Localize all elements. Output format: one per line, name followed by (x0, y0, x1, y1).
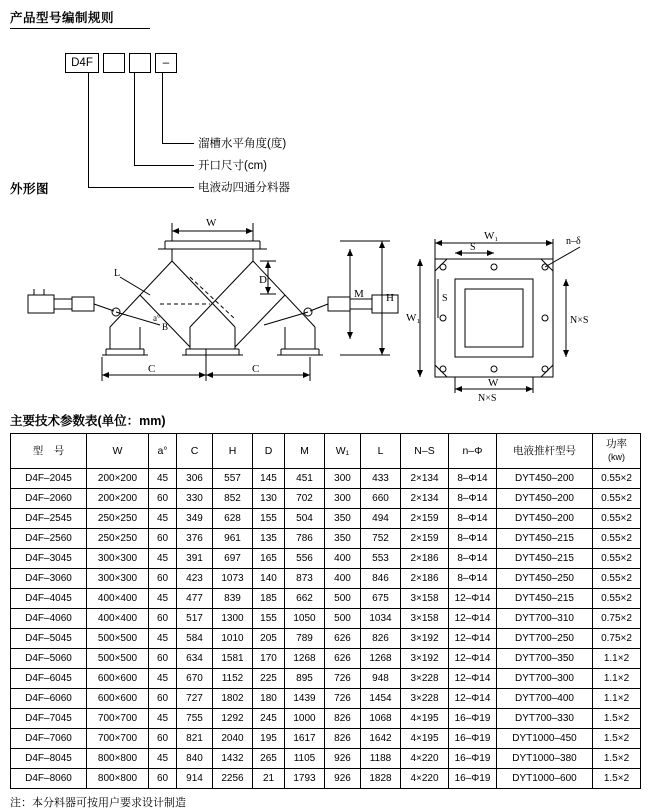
table-cell-col-4: 1432 (213, 749, 253, 769)
table-cell-col-9: 2×134 (401, 469, 449, 489)
table-cell-col-5: 155 (253, 609, 285, 629)
table-cell-col-9: 3×228 (401, 669, 449, 689)
power-label-main: 功率 (606, 438, 627, 450)
table-cell-col-0: D4F–3060 (11, 569, 87, 589)
table-cell-col-11: DYT450–250 (497, 569, 593, 589)
table-cell-col-12: 0.55×2 (593, 569, 641, 589)
table-cell-col-9: 3×158 (401, 589, 449, 609)
table-cell-col-8: 1454 (361, 689, 401, 709)
svg-text:L: L (114, 268, 121, 279)
table-cell-col-12: 0.75×2 (593, 629, 641, 649)
table-cell-col-11: DYT450–215 (497, 589, 593, 609)
table-cell-col-9: 4×195 (401, 709, 449, 729)
table-cell-col-0: D4F–4045 (11, 589, 87, 609)
leader-line-2-horizontal (134, 165, 194, 166)
table-cell-col-7: 626 (325, 629, 361, 649)
table-cell-col-10: 8–Φ14 (449, 489, 497, 509)
col-header-w: W (87, 434, 149, 469)
table-cell-col-6: 1617 (285, 729, 325, 749)
table-cell-col-1: 250×250 (87, 529, 149, 549)
table-cell-col-3: 727 (177, 689, 213, 709)
table-cell-col-5: 165 (253, 549, 285, 569)
table-cell-col-2: 60 (149, 769, 177, 789)
table-cell-col-6: 1050 (285, 609, 325, 629)
table-cell-col-8: 1188 (361, 749, 401, 769)
table-cell-col-3: 517 (177, 609, 213, 629)
table-cell-col-12: 0.55×2 (593, 589, 641, 609)
table-cell-col-4: 1073 (213, 569, 253, 589)
table-cell-col-10: 16–Φ19 (449, 749, 497, 769)
table-cell-col-5: 145 (253, 469, 285, 489)
table-cell-col-11: DYT450–215 (497, 529, 593, 549)
table-cell-col-3: 755 (177, 709, 213, 729)
table-cell-col-1: 700×700 (87, 729, 149, 749)
table-cell-col-3: 477 (177, 589, 213, 609)
table-cell-col-6: 1268 (285, 649, 325, 669)
table-row (11, 609, 641, 629)
table-cell-col-1: 600×600 (87, 669, 149, 689)
leader-line-2-vertical (134, 73, 135, 165)
table-cell-col-9: 2×186 (401, 549, 449, 569)
table-cell-col-1: 800×800 (87, 749, 149, 769)
table-cell-col-10: 16–Φ19 (449, 729, 497, 749)
col-header-actuator-model: 电液推杆型号 (497, 434, 593, 469)
table-row (11, 489, 641, 509)
table-cell-col-4: 1292 (213, 709, 253, 729)
table-cell-col-6: 1793 (285, 769, 325, 789)
table-cell-col-0: D4F–7060 (11, 729, 87, 749)
table-cell-col-8: 752 (361, 529, 401, 549)
table-cell-col-2: 60 (149, 609, 177, 629)
table-header-row (11, 434, 641, 469)
table-cell-col-6: 702 (285, 489, 325, 509)
table-cell-col-1: 600×600 (87, 689, 149, 709)
svg-text:N×S: N×S (478, 393, 497, 404)
table-cell-col-8: 1642 (361, 729, 401, 749)
table-cell-col-2: 45 (149, 549, 177, 569)
table-row (11, 709, 641, 729)
table-cell-col-12: 1.1×2 (593, 689, 641, 709)
table-cell-col-4: 557 (213, 469, 253, 489)
table-cell-col-5: 205 (253, 629, 285, 649)
table-cell-col-3: 914 (177, 769, 213, 789)
outline-drawing (10, 199, 640, 404)
table-cell-col-2: 60 (149, 649, 177, 669)
parameter-table-section (10, 411, 640, 810)
table-cell-col-12: 0.55×2 (593, 529, 641, 549)
table-cell-col-12: 0.55×2 (593, 489, 641, 509)
table-cell-col-10: 12–Φ14 (449, 609, 497, 629)
table-cell-col-0: D4F–2060 (11, 489, 87, 509)
table-cell-col-9: 3×228 (401, 689, 449, 709)
table-cell-col-12: 0.55×2 (593, 469, 641, 489)
table-cell-col-10: 8–Φ14 (449, 509, 497, 529)
table-cell-col-8: 1068 (361, 709, 401, 729)
table-cell-col-5: 180 (253, 689, 285, 709)
table-cell-col-1: 400×400 (87, 589, 149, 609)
table-cell-col-11: DYT450–200 (497, 469, 593, 489)
col-header-angle: a° (149, 434, 177, 469)
table-cell-col-4: 839 (213, 589, 253, 609)
table-cell-col-8: 660 (361, 489, 401, 509)
table-cell-col-0: D4F–2560 (11, 529, 87, 549)
col-header-d: D (253, 434, 285, 469)
table-cell-col-7: 350 (325, 509, 361, 529)
table-cell-col-2: 60 (149, 729, 177, 749)
table-cell-col-3: 306 (177, 469, 213, 489)
table-cell-col-5: 140 (253, 569, 285, 589)
table-cell-col-5: 130 (253, 489, 285, 509)
model-box-dash: – (155, 53, 177, 73)
col-header-m: M (285, 434, 325, 469)
table-cell-col-10: 12–Φ14 (449, 689, 497, 709)
table-cell-col-0: D4F–5045 (11, 629, 87, 649)
table-cell-col-11: DYT450–215 (497, 549, 593, 569)
table-cell-col-8: 948 (361, 669, 401, 689)
table-cell-col-9: 2×159 (401, 509, 449, 529)
table-cell-col-3: 423 (177, 569, 213, 589)
table-cell-col-0: D4F–4060 (11, 609, 87, 629)
table-cell-col-9: 3×158 (401, 609, 449, 629)
table-row (11, 749, 641, 769)
table-cell-col-7: 500 (325, 589, 361, 609)
table-cell-col-10: 16–Φ19 (449, 769, 497, 789)
outline-section (10, 179, 640, 409)
table-cell-col-5: 245 (253, 709, 285, 729)
table-cell-col-0: D4F–2545 (11, 509, 87, 529)
table-cell-col-11: DYT450–200 (497, 489, 593, 509)
table-cell-col-7: 926 (325, 769, 361, 789)
table-cell-col-12: 1.1×2 (593, 669, 641, 689)
table-cell-col-2: 45 (149, 709, 177, 729)
table-cell-col-5: 195 (253, 729, 285, 749)
table-cell-col-8: 846 (361, 569, 401, 589)
col-header-h: H (213, 434, 253, 469)
table-cell-col-9: 2×134 (401, 489, 449, 509)
table-cell-col-8: 494 (361, 509, 401, 529)
table-cell-col-7: 626 (325, 649, 361, 669)
table-cell-col-3: 584 (177, 629, 213, 649)
table-cell-col-6: 789 (285, 629, 325, 649)
table-cell-col-0: D4F–8060 (11, 769, 87, 789)
svg-text:S: S (442, 293, 448, 304)
table-cell-col-12: 1.1×2 (593, 649, 641, 669)
table-cell-col-4: 628 (213, 509, 253, 529)
outline-drawing-area (10, 199, 640, 409)
col-header-w1: W₁ (325, 434, 361, 469)
svg-text:H: H (386, 292, 394, 304)
table-row (11, 689, 641, 709)
table-cell-col-3: 670 (177, 669, 213, 689)
table-cell-col-11: DYT700–310 (497, 609, 593, 629)
table-cell-col-7: 400 (325, 549, 361, 569)
table-cell-col-4: 852 (213, 489, 253, 509)
table-cell-col-6: 1439 (285, 689, 325, 709)
table-cell-col-0: D4F–6045 (11, 669, 87, 689)
leader-label-2: 开口尺寸(cm) (198, 160, 267, 172)
svg-text:B: B (162, 322, 169, 332)
table-cell-col-0: D4F–8045 (11, 749, 87, 769)
table-cell-col-9: 4×195 (401, 729, 449, 749)
col-header-power (593, 434, 641, 469)
table-cell-col-11: DYT450–200 (497, 509, 593, 529)
table-cell-col-3: 330 (177, 489, 213, 509)
table-cell-col-2: 45 (149, 749, 177, 769)
table-cell-col-11: DYT700–300 (497, 669, 593, 689)
table-cell-col-11: DYT700–400 (497, 689, 593, 709)
table-cell-col-4: 2256 (213, 769, 253, 789)
table-cell-col-4: 1300 (213, 609, 253, 629)
table-cell-col-7: 400 (325, 569, 361, 589)
table-cell-col-8: 675 (361, 589, 401, 609)
table-row (11, 729, 641, 749)
table-cell-col-2: 60 (149, 529, 177, 549)
table-cell-col-4: 1152 (213, 669, 253, 689)
table-body (11, 469, 641, 789)
svg-text:a°: a° (153, 313, 161, 323)
table-cell-col-6: 873 (285, 569, 325, 589)
table-cell-col-10: 12–Φ14 (449, 589, 497, 609)
table-cell-col-7: 826 (325, 729, 361, 749)
table-cell-col-11: DYT1000–450 (497, 729, 593, 749)
table-cell-col-12: 0.55×2 (593, 509, 641, 529)
table-cell-col-8: 1034 (361, 609, 401, 629)
table-cell-col-6: 504 (285, 509, 325, 529)
table-cell-col-0: D4F–3045 (11, 549, 87, 569)
table-cell-col-1: 700×700 (87, 709, 149, 729)
table-cell-col-0: D4F–2045 (11, 469, 87, 489)
table-cell-col-11: DYT1000–380 (497, 749, 593, 769)
svg-text:W₁: W₁ (406, 312, 421, 324)
table-cell-col-3: 840 (177, 749, 213, 769)
table-cell-col-3: 391 (177, 549, 213, 569)
table-cell-col-3: 634 (177, 649, 213, 669)
svg-text:W: W (206, 217, 217, 229)
svg-text:N×S: N×S (570, 315, 589, 326)
table-cell-col-3: 349 (177, 509, 213, 529)
table-cell-col-7: 926 (325, 749, 361, 769)
table-cell-col-1: 200×200 (87, 469, 149, 489)
table-cell-col-10: 12–Φ14 (449, 649, 497, 669)
table-cell-col-7: 300 (325, 469, 361, 489)
svg-text:D: D (259, 274, 267, 286)
section-title-model-rule: 产品型号编制规则 (10, 11, 115, 25)
table-cell-col-9: 2×186 (401, 569, 449, 589)
col-header-model: 型 号 (11, 434, 87, 469)
table-cell-col-10: 8–Φ14 (449, 569, 497, 589)
col-header-nphi: n–Φ (449, 434, 497, 469)
table-cell-col-2: 60 (149, 489, 177, 509)
table-cell-col-0: D4F–7045 (11, 709, 87, 729)
table-cell-col-1: 500×500 (87, 649, 149, 669)
svg-text:W: W (488, 377, 499, 389)
table-cell-col-6: 1000 (285, 709, 325, 729)
parameter-table (10, 433, 641, 789)
table-cell-col-6: 895 (285, 669, 325, 689)
table-cell-col-4: 1581 (213, 649, 253, 669)
table-cell-col-12: 0.55×2 (593, 549, 641, 569)
section-title-table: 主要技术参数表(单位：mm) (10, 414, 166, 428)
table-cell-col-5: 155 (253, 509, 285, 529)
svg-text:C: C (252, 363, 260, 375)
table-row (11, 589, 641, 609)
table-cell-col-10: 12–Φ14 (449, 669, 497, 689)
table-cell-col-2: 45 (149, 669, 177, 689)
table-cell-col-0: D4F–6060 (11, 689, 87, 709)
table-cell-col-5: 21 (253, 769, 285, 789)
table-cell-col-1: 500×500 (87, 629, 149, 649)
model-box-prefix: D4F (65, 53, 99, 73)
table-cell-col-2: 45 (149, 589, 177, 609)
table-cell-col-8: 1268 (361, 649, 401, 669)
model-code-boxes (65, 53, 177, 73)
table-cell-col-12: 1.5×2 (593, 769, 641, 789)
table-cell-col-0: D4F–5060 (11, 649, 87, 669)
col-header-ns: N–S (401, 434, 449, 469)
table-cell-col-9: 4×220 (401, 749, 449, 769)
table-cell-col-4: 1010 (213, 629, 253, 649)
table-cell-col-6: 451 (285, 469, 325, 489)
table-cell-col-10: 12–Φ14 (449, 629, 497, 649)
table-cell-col-8: 1828 (361, 769, 401, 789)
table-cell-col-6: 662 (285, 589, 325, 609)
table-cell-col-7: 726 (325, 689, 361, 709)
table-cell-col-5: 135 (253, 529, 285, 549)
table-cell-col-6: 786 (285, 529, 325, 549)
table-cell-col-12: 0.75×2 (593, 609, 641, 629)
table-cell-col-11: DYT700–250 (497, 629, 593, 649)
svg-text:M: M (354, 288, 364, 300)
table-cell-col-2: 60 (149, 689, 177, 709)
table-cell-col-5: 185 (253, 589, 285, 609)
table-cell-col-1: 200×200 (87, 489, 149, 509)
table-cell-col-1: 250×250 (87, 509, 149, 529)
table-cell-col-12: 1.5×2 (593, 729, 641, 749)
leader-line-1-vertical (162, 73, 163, 143)
table-cell-col-9: 3×192 (401, 629, 449, 649)
table-cell-col-4: 2040 (213, 729, 253, 749)
table-cell-col-11: DYT700–330 (497, 709, 593, 729)
table-cell-col-1: 800×800 (87, 769, 149, 789)
table-cell-col-1: 300×300 (87, 569, 149, 589)
table-cell-col-1: 400×400 (87, 609, 149, 629)
table-row (11, 509, 641, 529)
table-cell-col-5: 225 (253, 669, 285, 689)
model-box-second (103, 53, 125, 73)
section-title-outline: 外形图 (10, 182, 50, 196)
table-row (11, 769, 641, 789)
table-row (11, 629, 641, 649)
leader-line-1-horizontal (162, 143, 194, 144)
svg-text:S: S (470, 242, 476, 253)
table-cell-col-4: 697 (213, 549, 253, 569)
table-cell-col-8: 826 (361, 629, 401, 649)
svg-text:n–δ: n–δ (566, 236, 581, 247)
leader-line-3-vertical (88, 73, 89, 187)
col-header-c: C (177, 434, 213, 469)
table-row (11, 549, 641, 569)
table-cell-col-10: 8–Φ14 (449, 549, 497, 569)
table-cell-col-6: 1105 (285, 749, 325, 769)
table-cell-col-11: DYT700–350 (497, 649, 593, 669)
table-note: 注：本分料器可按用户要求设计制造 (10, 797, 186, 809)
table-cell-col-9: 4×220 (401, 769, 449, 789)
table-cell-col-8: 433 (361, 469, 401, 489)
table-cell-col-3: 376 (177, 529, 213, 549)
leader-line-3-horizontal (88, 187, 194, 188)
model-box-third (129, 53, 151, 73)
table-cell-col-5: 265 (253, 749, 285, 769)
table-cell-col-12: 1.5×2 (593, 749, 641, 769)
table-cell-col-7: 500 (325, 609, 361, 629)
table-cell-col-5: 170 (253, 649, 285, 669)
col-header-l: L (361, 434, 401, 469)
table-cell-col-10: 8–Φ14 (449, 469, 497, 489)
table-cell-col-11: DYT1000–600 (497, 769, 593, 789)
table-cell-col-2: 45 (149, 629, 177, 649)
table-cell-col-2: 60 (149, 569, 177, 589)
table-cell-col-10: 8–Φ14 (449, 529, 497, 549)
table-cell-col-7: 350 (325, 529, 361, 549)
table-cell-col-10: 16–Φ19 (449, 709, 497, 729)
table-row (11, 569, 641, 589)
leader-label-3: 电液动四通分料器 (198, 182, 290, 194)
table-cell-col-2: 45 (149, 509, 177, 529)
table-cell-col-2: 45 (149, 469, 177, 489)
table-cell-col-1: 300×300 (87, 549, 149, 569)
svg-text:W₁: W₁ (484, 230, 499, 242)
table-cell-col-12: 1.5×2 (593, 709, 641, 729)
table-cell-col-9: 3×192 (401, 649, 449, 669)
table-row (11, 669, 641, 689)
table-cell-col-3: 821 (177, 729, 213, 749)
table-cell-col-4: 961 (213, 529, 253, 549)
table-cell-col-6: 556 (285, 549, 325, 569)
table-row (11, 469, 641, 489)
table-cell-col-4: 1802 (213, 689, 253, 709)
table-row (11, 529, 641, 549)
svg-text:C: C (148, 363, 156, 375)
table-row (11, 649, 641, 669)
table-cell-col-8: 553 (361, 549, 401, 569)
power-label-unit: (kw) (608, 452, 625, 462)
table-cell-col-9: 2×159 (401, 529, 449, 549)
table-cell-col-7: 726 (325, 669, 361, 689)
table-cell-col-7: 826 (325, 709, 361, 729)
table-cell-col-7: 300 (325, 489, 361, 509)
leader-label-1: 溜槽水平角度(度) (198, 138, 287, 150)
